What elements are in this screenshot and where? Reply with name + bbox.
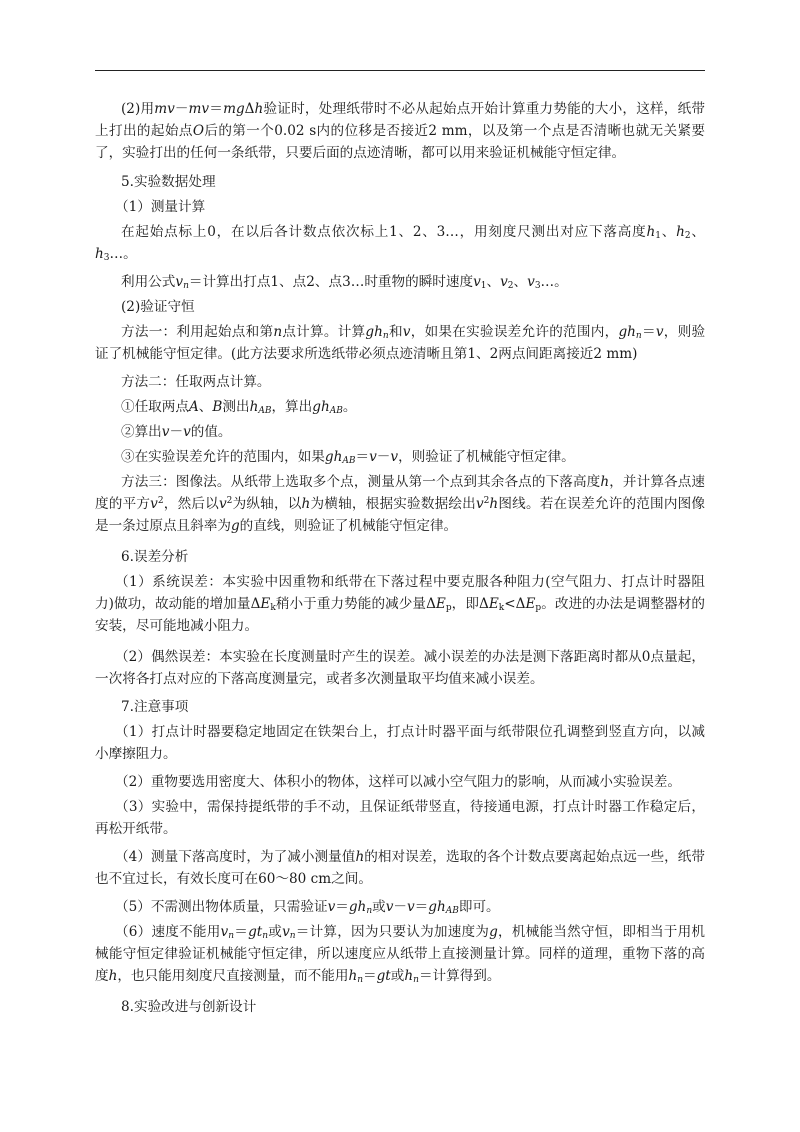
text-run: …。 — [540, 274, 568, 290]
paragraph — [95, 796, 705, 840]
text-run: 或 — [268, 924, 283, 940]
text-run: 7.注意事项 — [121, 699, 189, 715]
text-run: h — [254, 101, 264, 117]
text-run: 5.实验数据处理 — [121, 174, 216, 190]
text-run: 图线。若在误差允许的范围内图像是一条过原点且斜率为 — [95, 496, 706, 534]
text-run: v — [218, 496, 227, 512]
text-run: ＝ — [335, 899, 349, 915]
paragraph — [95, 196, 705, 218]
text-run: h — [489, 496, 499, 512]
text-run: <Δ — [504, 596, 526, 612]
paragraph — [95, 396, 705, 418]
text-run: v — [655, 324, 664, 340]
text-run: － — [169, 424, 184, 440]
text-run: （3）实验中，需保持提纸带的手不动，且保证纸带竖直，待接通电源，打点计时器工作稳定后，再松开纸带。 — [95, 799, 705, 837]
section-heading — [95, 171, 705, 193]
text-run: E — [435, 596, 446, 612]
paragraph — [95, 571, 705, 637]
text-run: mv — [154, 101, 175, 117]
text-run: v — [406, 899, 415, 915]
paragraph — [95, 921, 705, 987]
subscript: AB — [258, 406, 272, 416]
text-run: ，也只能用刻度尺直接测量，而不能用 — [117, 968, 349, 984]
paragraph — [95, 721, 705, 765]
text-run: ，然后以 — [163, 496, 219, 512]
text-run: ＝ — [641, 324, 656, 340]
text-run: 。 — [342, 399, 357, 415]
text-run: （5）不需测出物体质量，只需验证 — [115, 899, 328, 915]
text-run: ，则验证了机械能守恒定律。(此方法要求所选纸带必须点迹清晰且第1、2两点间距离接近2 mm) — [95, 324, 706, 362]
paragraph — [95, 896, 705, 918]
text-run: 的值。 — [190, 424, 232, 440]
text-run: 方法一：利用起始点和第 — [121, 324, 274, 340]
section-heading — [95, 996, 705, 1018]
subscript: 3 — [103, 253, 110, 263]
text-run: gh — [348, 899, 367, 915]
text-run: 即可。 — [458, 899, 500, 915]
text-run: (2)验证守恒 — [121, 299, 195, 315]
text-run: ＝计算出打点1、点2、点3…时重物的瞬时速度 — [188, 274, 474, 290]
text-run: gh — [324, 449, 343, 465]
text-run: ，机械能当然守恒，即相当于用机械能守恒定律验证机械能守恒定律，所以速度应从纸带上直接测量计算。同样的道理，重物下落的高度 — [95, 924, 705, 984]
text-run: （2）偶然误差：本实验在长度测量时产生的误差。减小误差的办法是测下落距离时都从0点量起，一次将各打点对应的下落高度测量完，或者多次测量取平均值来减小误差。 — [95, 649, 705, 687]
text-run: v — [475, 496, 484, 512]
text-run: 和 — [388, 324, 403, 340]
text-run: v — [527, 274, 535, 290]
text-run: ，如果在实验误差允许的范围内， — [410, 324, 619, 340]
subscript: n — [357, 975, 364, 985]
text-run: v — [473, 274, 481, 290]
text-run: 、 — [660, 224, 677, 240]
text-run: 、 — [513, 274, 528, 290]
text-run: v — [369, 449, 377, 465]
text-run: …。 — [109, 246, 137, 262]
text-run: g — [230, 518, 240, 534]
text-run: O — [192, 123, 204, 139]
text-run: ＝ — [209, 101, 224, 117]
text-run: （4）测量下落高度时，为了减小测量值 — [115, 849, 356, 865]
text-run: (2)用 — [121, 101, 155, 117]
subscript: 1 — [655, 231, 661, 241]
text-run: 方法三：图像法。从纸带上选取多个点，测量从第一个点到其余各点的下落高度 — [121, 474, 601, 490]
text-run: v — [183, 424, 191, 440]
paragraph — [95, 446, 705, 468]
text-run: gt — [248, 924, 263, 940]
subscript: 1 — [480, 281, 487, 291]
text-run: E — [260, 596, 271, 612]
paragraph — [95, 646, 705, 690]
text-run: （1）测量计算 — [115, 199, 206, 215]
text-run: v — [390, 449, 399, 465]
text-run: 、 — [198, 399, 213, 415]
text-run: h — [676, 224, 685, 240]
text-run: h — [249, 399, 259, 415]
subscript: p — [445, 603, 452, 613]
text-run: h — [348, 968, 358, 984]
text-run: （1）打点计时器要稳定地固定在铁架台上，打点计时器平面与纸带限位孔调整到竖直方向，以减小摩擦阻力。 — [95, 724, 705, 762]
text-run: v — [161, 424, 170, 440]
text-run: h — [646, 224, 656, 240]
text-run: 、 — [486, 274, 501, 290]
text-run: Δ — [244, 101, 255, 117]
subscript: n — [262, 931, 269, 941]
text-run: gh — [618, 324, 636, 340]
text-run: ＝计算得到。 — [418, 968, 501, 984]
superscript: 2 — [226, 496, 233, 506]
text-run: 6.误差分析 — [121, 549, 189, 565]
superscript: 2 — [483, 496, 490, 506]
text-run: 点计算。计算 — [282, 324, 366, 340]
text-run: h — [404, 968, 414, 984]
text-run: － — [393, 899, 407, 915]
paragraph — [95, 271, 705, 293]
text-run: v — [327, 899, 336, 915]
subscript: 2 — [507, 281, 514, 291]
paragraph — [95, 321, 705, 365]
text-run: 测出 — [222, 399, 250, 415]
text-run: 验证时，处理纸带时不必从起始点开始计算重力势能的大小，这样，纸带上打出的起始点 — [95, 101, 706, 139]
text-run: h — [108, 968, 118, 984]
text-run: gh — [312, 399, 330, 415]
text-run: g — [489, 924, 498, 940]
subscript: k — [270, 603, 276, 613]
section-heading — [95, 696, 705, 718]
text-run: 利用公式 — [121, 274, 176, 290]
text-run: h — [95, 246, 104, 262]
subscript: p — [535, 603, 542, 613]
text-run: ＝ — [234, 924, 249, 940]
paragraph — [95, 421, 705, 443]
text-run: 、 — [690, 224, 706, 240]
text-run: 的直线，则验证了机械能守恒定律。 — [239, 518, 458, 534]
subscript: n — [366, 906, 373, 916]
text-run: E — [488, 596, 499, 612]
text-run: gt — [376, 968, 391, 984]
subscript: 2 — [684, 231, 691, 241]
text-run: 8.实验改进与创新设计 — [121, 999, 257, 1015]
subscript: n — [228, 931, 235, 941]
subscript: n — [183, 281, 189, 291]
paragraph — [95, 471, 705, 537]
subscript: AB — [445, 906, 459, 916]
text-run: － — [174, 101, 189, 117]
text-run: n — [273, 324, 283, 340]
subscript: 3 — [534, 281, 541, 291]
text-run: （2）重物要选用密度大、体积小的物体，这样可以减小空气阻力的影响，从而减小实验误差。 — [115, 774, 681, 790]
text-run: 为横轴，根据实验数据绘出 — [310, 496, 476, 512]
subscript: AB — [329, 406, 343, 416]
text-run: － — [376, 449, 391, 465]
section-heading — [95, 546, 705, 568]
text-run: B — [212, 399, 223, 415]
text-run: gh — [365, 324, 383, 340]
subscript: AB — [342, 456, 356, 466]
text-run: ＝ — [355, 449, 370, 465]
text-run: v — [150, 496, 158, 512]
text-run: ，算出 — [271, 399, 313, 415]
text-run: A — [188, 399, 199, 415]
text-run: 稍小于重力势能的减少量Δ — [275, 596, 436, 612]
text-run: （6）速度不能用 — [115, 924, 221, 940]
paragraph — [95, 221, 705, 265]
text-run: ，并计算各点速度的平方 — [95, 474, 705, 512]
text-run: gh — [428, 899, 446, 915]
text-run: v — [500, 274, 508, 290]
paragraph — [95, 98, 705, 164]
subscript: k — [498, 603, 505, 613]
text-run: 。改进的办法是调整器材的安装，尽可能地减小阻力。 — [95, 596, 706, 634]
text-run: mg — [223, 101, 245, 117]
paragraph — [95, 296, 705, 318]
text-run: v — [402, 324, 411, 340]
text-run: ，则验证了机械能守恒定律。 — [398, 449, 575, 465]
text-run: ，即Δ — [451, 596, 489, 612]
subscript: n — [413, 975, 419, 985]
text-run: 或 — [372, 899, 386, 915]
text-run: v — [282, 924, 290, 940]
header-rule — [95, 70, 705, 71]
text-run: ②算出 — [121, 424, 162, 440]
paragraph — [95, 846, 705, 890]
text-run: ①任取两点 — [121, 399, 189, 415]
superscript: 2 — [157, 496, 164, 506]
text-run: h — [355, 849, 365, 865]
text-run: 后的第一个0.02 s内的位移是否接近2 mm，以及第一个点是否清晰也就无关紧要了，实验打出的任何一条纸带，只要后面的点迹清晰，都可以用来验证机械能守恒定律。 — [95, 123, 706, 161]
text-run: E — [525, 596, 536, 612]
text-run: mv — [188, 101, 210, 117]
text-run: ＝计算，因为只要认为加速度为 — [295, 924, 490, 940]
text-run: h — [600, 474, 610, 490]
subscript: n — [635, 331, 642, 341]
paragraph — [95, 771, 705, 793]
subscript: n — [289, 931, 296, 941]
text-run: ③在实验误差允许的范围内，如果 — [121, 449, 325, 465]
text-run: v — [220, 924, 229, 940]
text-run: 为纵轴，以 — [232, 496, 302, 512]
paragraph — [95, 371, 705, 393]
text-run: 或 — [390, 968, 405, 984]
text-run: （1）系统误差：本实验中因重物和纸带在下落过程中要克服各种阻力(空气阻力、打点计时器阻力)做功，故动能的增加量Δ — [95, 574, 705, 612]
text-run: ＝ — [363, 968, 377, 984]
text-run: v — [175, 274, 184, 290]
text-run: 的相对误差，选取的各个计数点要离起始点远一些，纸带也不宜过长，有效长度可在60～80 cm之间。 — [95, 849, 705, 887]
text-run: ＝ — [414, 899, 429, 915]
subscript: n — [382, 331, 389, 341]
text-run: 在起始点标上0，在以后各计数点依次标上1、2、3…，用刻度尺测出对应下落高度 — [121, 224, 647, 240]
text-run: 方法二：任取两点计算。 — [121, 374, 271, 390]
text-run: v — [385, 899, 394, 915]
text-run: h — [301, 496, 311, 512]
